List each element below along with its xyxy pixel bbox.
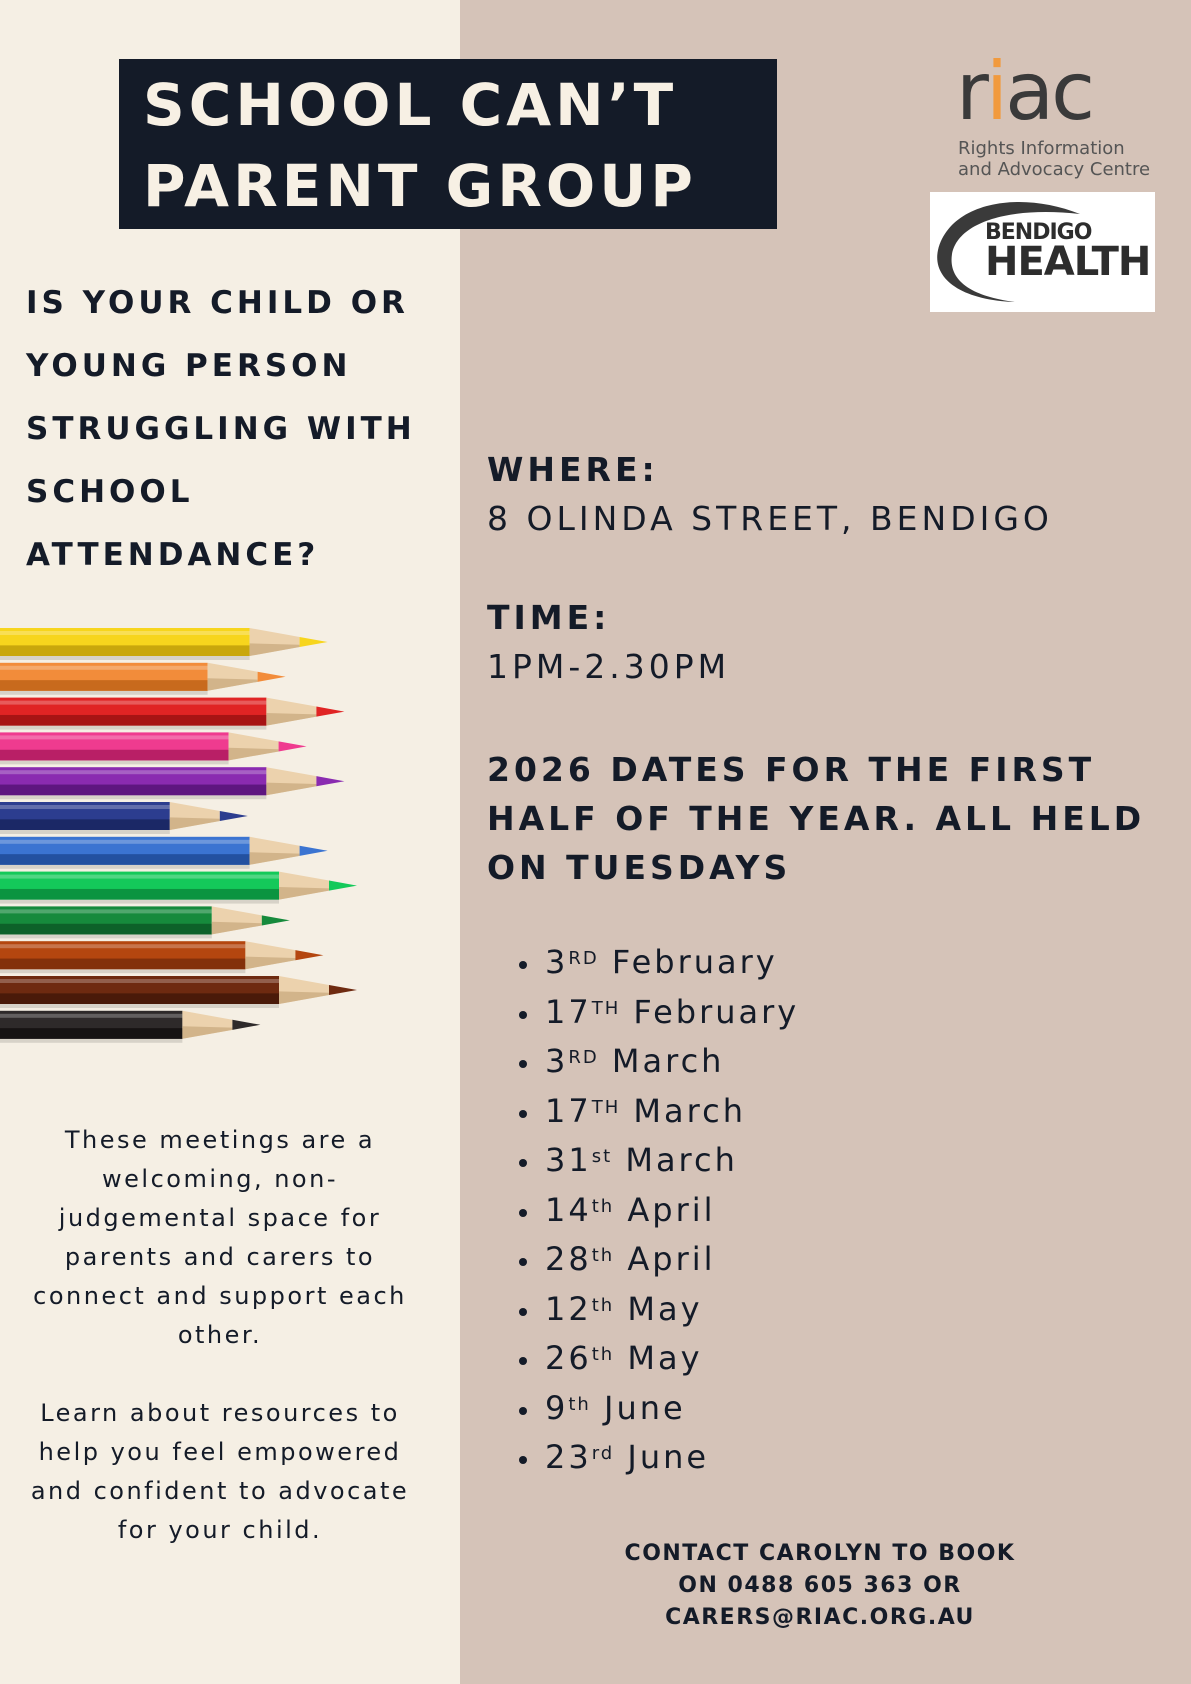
date-item: 12th May [515, 1285, 799, 1335]
question-line: SCHOOL [26, 474, 194, 510]
date-item: 17TH March [515, 1087, 799, 1137]
riac-logo [956, 45, 1156, 182]
time-value: 1PM-2.30PM [487, 647, 731, 686]
pencil [0, 906, 290, 938]
dates-heading: 2026 DATES FOR THE FIRST HALF OF THE YEAR. ALL HELD ON TUESDAYS [487, 750, 1146, 887]
contact-line: ON 0488 605 363 OR [678, 1573, 962, 1598]
where-value: 8 OLINDA STREET, BENDIGO [487, 499, 1053, 538]
date-item: 31st March [515, 1136, 799, 1186]
pencil [0, 802, 248, 834]
date-item: 3RD March [515, 1037, 799, 1087]
question-line: IS YOUR CHILD OR [26, 285, 409, 321]
riac-wordmark: riac [956, 45, 1093, 138]
question-line: ATTENDANCE? [26, 537, 320, 573]
colored-pencils-illustration [0, 628, 420, 1058]
pencil [0, 872, 357, 904]
pencil [0, 767, 344, 799]
pencil [0, 698, 344, 730]
dates-list [515, 938, 799, 1483]
pencil [0, 1011, 260, 1043]
date-item: 14th April [515, 1186, 799, 1236]
pencil [0, 628, 328, 660]
question-heading [26, 272, 446, 587]
pencil [0, 976, 357, 1008]
health-text: HEALTH [985, 239, 1151, 285]
contact-line: CONTACT CAROLYN TO BOOK [624, 1541, 1016, 1566]
pencil [0, 732, 307, 764]
bendigo-health-logo [930, 192, 1155, 312]
date-item: 26th May [515, 1334, 799, 1384]
contact-info [560, 1538, 1080, 1634]
contact-email: CARERS@RIAC.ORG.AU [665, 1605, 975, 1630]
pencil [0, 663, 286, 695]
title-line-1: SCHOOL CAN’T [143, 71, 678, 139]
title-line-2: PARENT GROUP [143, 152, 697, 220]
pencil [0, 837, 328, 869]
question-line: YOUNG PERSON [26, 348, 352, 384]
description-welcome: These meetings are a welcoming, non-judgemental space for parents and carers to connect and support each other. [33, 1126, 407, 1349]
date-item: 28th April [515, 1235, 799, 1285]
title-banner [119, 59, 777, 229]
description-resources: Learn about resources to help you feel empowered and confident to advocate for your child. [30, 1399, 410, 1544]
date-item: 3RD February [515, 938, 799, 988]
riac-subtitle: Rights Information and Advocacy Centre [958, 138, 1151, 180]
date-item: 17TH February [515, 988, 799, 1038]
pencil [0, 941, 323, 973]
date-item: 9th June [515, 1384, 799, 1434]
time-label: TIME: [487, 598, 611, 637]
where-label: WHERE: [487, 450, 659, 489]
question-line: STRUGGLING WITH [26, 411, 416, 447]
bendigo-text: BENDIGO [985, 220, 1092, 245]
date-item: 23rd June [515, 1433, 799, 1483]
